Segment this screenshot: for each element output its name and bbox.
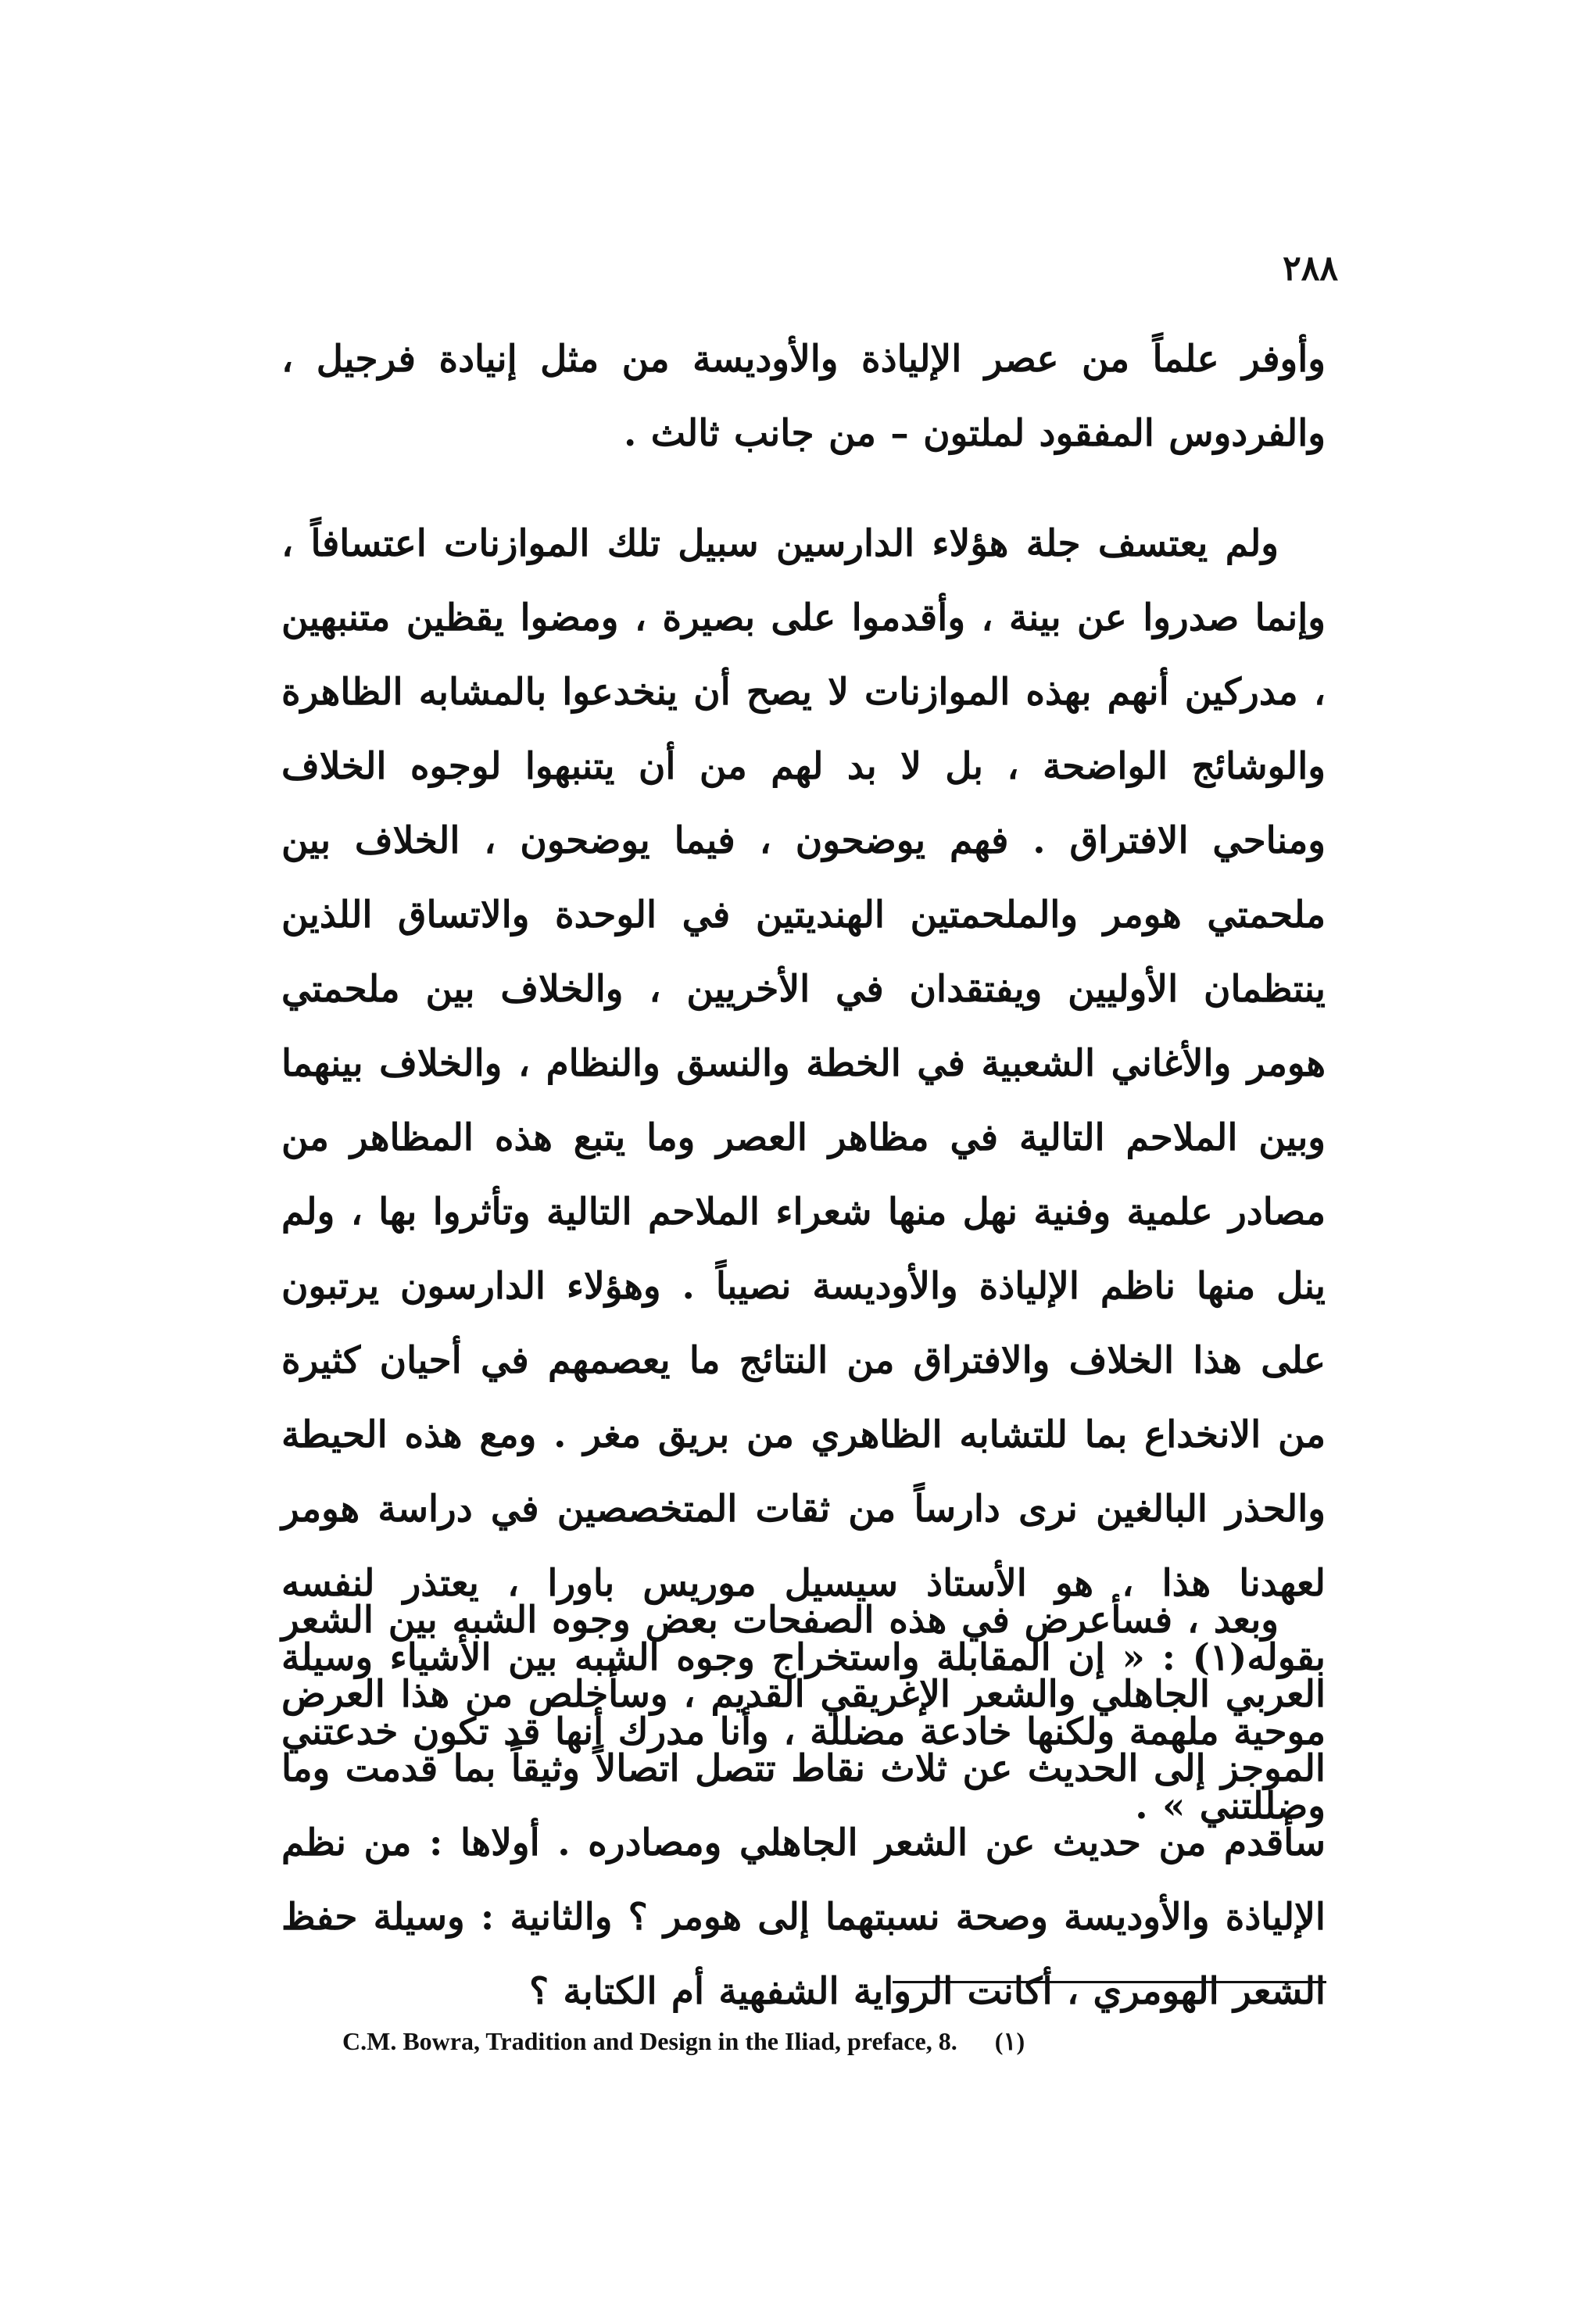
- paragraph-3: [281, 1583, 1326, 2029]
- footnote-separator: [893, 1981, 1326, 1983]
- page-number: ٢٨٨: [1283, 249, 1338, 288]
- paragraph-text: وأوفر علماً من عصر الإلياذة والأوديسة من مثل إنيادة فرجيل ، والفردوس المفقود لملتون – من جانب ثالث .: [281, 338, 1326, 455]
- paragraph-1: [281, 322, 1326, 471]
- footnote: [342, 2026, 1265, 2056]
- paragraph-text: وبعد ، فسأعرض في هذه الصفحات بعض وجوه الشبه بين الشعر العربي الجاهلي والشعر الإغريقي القديم ، وسأخلص من هذا العرض الموجز إلى الحديث عن ثلاث نقاط تتصل اتصالاً وثيقاً بما قدمت وما سأقدم من حديث عن الشعر الجاهلي ومصادره . أولاها : من نظم الإلياذة والأوديسة وصحة نسبتهما إلى هومر ؟ والثانية : وسيلة حفظ الشعر الهومري ، أكانت الرواية الشفهية أم الكتابة ؟: [281, 1599, 1326, 2013]
- paragraph-text: ولم يعتسف جلة هؤلاء الدارسين سبيل تلك الموازنات اعتسافاً ، وإنما صدروا عن بينة ، وأقدموا على بصيرة ، ومضوا يقظين متنبهين ، مدركين أنهم بهذه الموازنات لا يصح أن ينخدعوا بالمشابه الظاهرة والوشائج الواضحة ، بل لا بد لهم من أن يتنبهوا لوجوه الخلاف ومناحي الافتراق . فهم يوضحون ، فيما يوضحون ، الخلاف بين ملحمتي هومر والملحمتين الهنديتين في الوحدة والاتساق اللذين ينتظمان الأوليين ويفتقدان في الأخريين ، والخلاف بين ملحمتي هومر والأغاني الشعبية في الخطة والنسق والنظام ، والخلاف بينهما وبين الملاحم التالية في مظاهر العصر وما يتبع هذه المظاهر من مصادر علمية وفنية نهل منها شعراء الملاحم التالية وتأثروا بها ، ولم ينل منها ناظم الإلياذة والأوديسة نصيباً . وهؤلاء الدارسون يرتبون على هذا الخلاف والافتراق من النتائج ما يعصمهم في أحيان كثيرة من الانخداع بما للتشابه الظاهري من بريق مغر . ومع هذه الحيطة والحذر البالغين نرى دارساً من ثقات المتخصصين في دراسة هومر لعهدنا هذا ، هو الأستاذ سيسيل موريس باورا ، يعتذر لنفسه بقوله(١) : « إن المقابلة واستخراج وجوه الشبه بين الأشياء وسيلة موحية ملهمة ولكنها خادعة مضللة ، وأنا مدرك أنها قد تكون خدعتني وضللتني » .: [281, 522, 1326, 1828]
- footnote-text: C.M. Bowra, Tradition and Design in the Iliad, preface, 8.: [342, 2027, 957, 2055]
- footnote-marker: (١): [994, 2027, 1025, 2055]
